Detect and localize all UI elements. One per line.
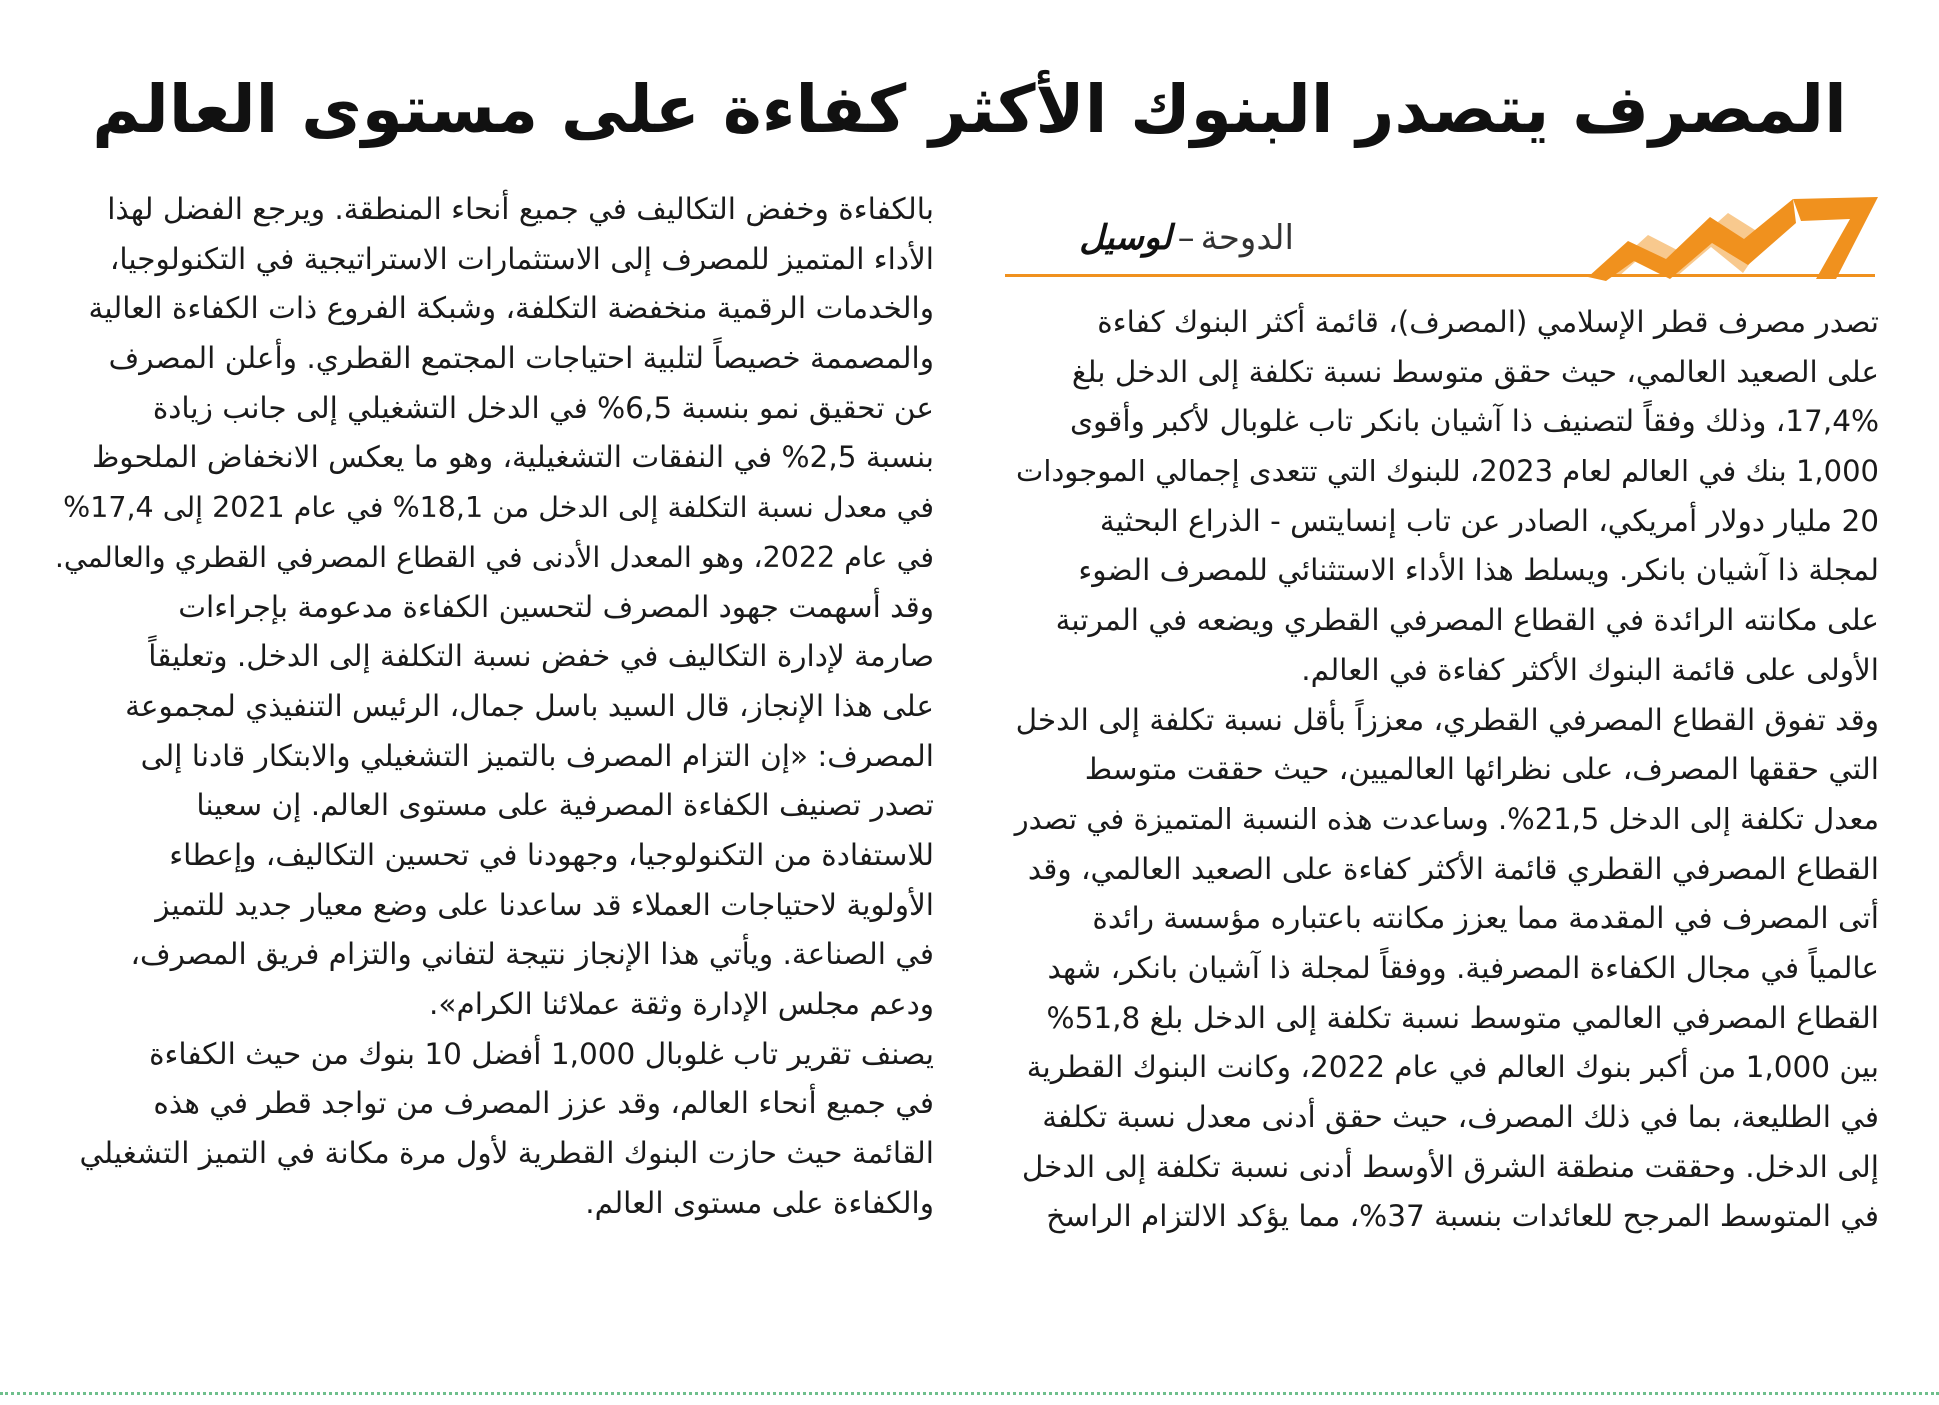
text-line: بين 1,000 من أكبر بنوك العالم في عام 2022، وكانت البنوك القطرية xyxy=(1026,1050,1879,1085)
text-line: أتى المصرف في المقدمة مما يعزز مكانته باعتباره مؤسسة رائدة xyxy=(1092,901,1879,936)
text-line: إلى الدخل. وحققت منطقة الشرق الأوسط أدنى نسبة تكلفة إلى الدخل xyxy=(1021,1149,1879,1184)
text-line: على الصعيد العالمي، حيث حقق متوسط نسبة تكلفة إلى الدخل بلغ xyxy=(1071,354,1879,389)
text-line: لمجلة ذا آشيان بانكر. ويسلط هذا الأداء الاستثنائي للمصرف الضوء xyxy=(1078,553,1879,588)
text-line: والخدمات الرقمية منخفضة التكلفة، وشبكة الفروع ذات الكفاءة العالية xyxy=(88,291,934,326)
text-line: تصدر مصرف قطر الإسلامي (المصرف)، قائمة أكثر البنوك كفاءة xyxy=(1097,305,1879,339)
text-line: في عام 2022، وهو المعدل الأدنى في القطاع المصرفي القطري والعالمي. xyxy=(54,540,934,574)
text-line: عن تحقيق نمو بنسبة 6,5% في الدخل التشغيلي إلى جانب زيادة xyxy=(152,390,934,425)
text-line: على هذا الإنجاز، قال السيد باسل جمال، الرئيس التنفيذي لمجموعة xyxy=(125,688,934,723)
text-line: في جميع أنحاء العالم، وقد عزز المصرف من تواجد قطر في هذه xyxy=(153,1086,934,1121)
zigzag-chart-logo-icon xyxy=(1588,195,1883,285)
text-line: في المتوسط المرجح للعائدات بنسبة 37%، مما يؤكد الالتزام الراسخ xyxy=(1046,1199,1879,1234)
text-line: الأولى على قائمة البنوك الأكثر كفاءة في العالم. xyxy=(1301,652,1879,687)
headline: المصرف يتصدر البنوك الأكثر كفاءة على مستوى العالم xyxy=(92,71,1847,148)
text-line: 20 مليار دولار أمريكي، الصادر عن تاب إنسايتس - الذراع البحثية xyxy=(1099,503,1879,538)
text-line: تصدر تصنيف الكفاءة المصرفية على مستوى العالم. إن سعينا xyxy=(196,788,934,823)
dateline-source: لوسيل xyxy=(1079,218,1172,258)
text-line: ودعم مجلس الإدارة وثقة عملائنا الكرام». xyxy=(429,987,934,1021)
text-line: بنسبة 2,5% في النفقات التشغيلية، وهو ما يعكس الانخفاض الملحوظ xyxy=(91,440,934,475)
text-line: صارمة لإدارة التكاليف في خفض نسبة التكلفة إلى الدخل. وتعليقاً xyxy=(148,639,934,674)
text-line: القطاع المصرفي القطري قائمة الأكثر كفاءة على الصعيد العالمي، وقد xyxy=(1027,851,1879,886)
text-line: على مكانته الرائدة في القطاع المصرفي القطري ويضعه في المرتبة xyxy=(1055,603,1879,638)
text-line: للاستفادة من التكنولوجيا، وجهودنا في تحسين التكاليف، وإعطاء xyxy=(169,837,934,872)
text-line: بالكفاءة وخفض التكاليف في جميع أنحاء المنطقة. ويرجع الفضل لهذا xyxy=(107,192,934,226)
page-bottom-divider xyxy=(0,1392,1939,1395)
text-line: يصنف تقرير تاب غلوبال 1,000 أفضل 10 بنوك من حيث الكفاءة xyxy=(149,1036,934,1071)
text-line: 1,000 بنك في العالم لعام 2023، للبنوك التي تتعدى إجمالي الموجودات xyxy=(1016,454,1879,489)
text-line: والكفاءة على مستوى العالم. xyxy=(585,1185,934,1220)
dateline-separator: – xyxy=(1177,218,1195,258)
text-line: في معدل نسبة التكلفة إلى الدخل من 18,1% في عام 2021 إلى 17,4% xyxy=(63,491,934,525)
text-line: الأولوية لاحتياجات العملاء قد ساعدنا على وضع معيار جديد للتميز xyxy=(155,887,934,922)
dateline-city: الدوحة xyxy=(1200,218,1294,258)
text-line: وقد تفوق القطاع المصرفي القطري، معززاً بأقل نسبة تكلفة إلى الدخل xyxy=(1015,702,1879,737)
article-column-left xyxy=(54,185,934,1228)
text-line: الأداء المتميز للمصرف إلى الاستثمارات الاستراتيجية في التكنولوجيا، xyxy=(109,241,934,276)
text-line: القائمة حيث حازت البنوك القطرية لأول مرة مكانة في التميز التشغيلي xyxy=(79,1136,934,1171)
dateline xyxy=(944,208,1294,268)
text-line: في الصناعة. ويأتي هذا الإنجاز نتيجة لتفاني والتزام فريق المصرف، xyxy=(130,937,934,972)
text-line: والمصممة خصيصاً لتلبية احتياجات المجتمع القطري. وأعلن المصرف xyxy=(108,341,934,376)
article-column-right xyxy=(1009,298,1879,1242)
text-line: معدل تكلفة إلى الدخل 21,5%. وساعدت هذه النسبة المتميزة في تصدر xyxy=(1014,801,1879,836)
text-line: التي حققها المصرف، على نظرائها العالميين، حيث حققت متوسط xyxy=(1084,752,1879,787)
text-line: وقد أسهمت جهود المصرف لتحسين الكفاءة مدعومة بإجراءات xyxy=(178,589,934,624)
text-line: عالمياً في مجال الكفاءة المصرفية. ووفقاً لمجلة ذا آشيان بانكر، شهد xyxy=(1047,950,1879,985)
text-line: 17,4%، وذلك وفقاً لتصنيف ذا آشيان بانكر تاب غلوبال لأكبر وأقوى xyxy=(1069,404,1879,439)
text-line: في الطليعة، بما في ذلك المصرف، حيث حقق أدنى معدل نسبة تكلفة xyxy=(1042,1100,1879,1134)
header-underline xyxy=(1005,274,1875,277)
text-line: المصرف: «إن التزام المصرف بالتميز التشغيلي والابتكار قادنا إلى xyxy=(140,738,934,773)
text-line: القطاع المصرفي العالمي متوسط نسبة تكلفة إلى الدخل بلغ 51,8% xyxy=(1046,1000,1879,1035)
